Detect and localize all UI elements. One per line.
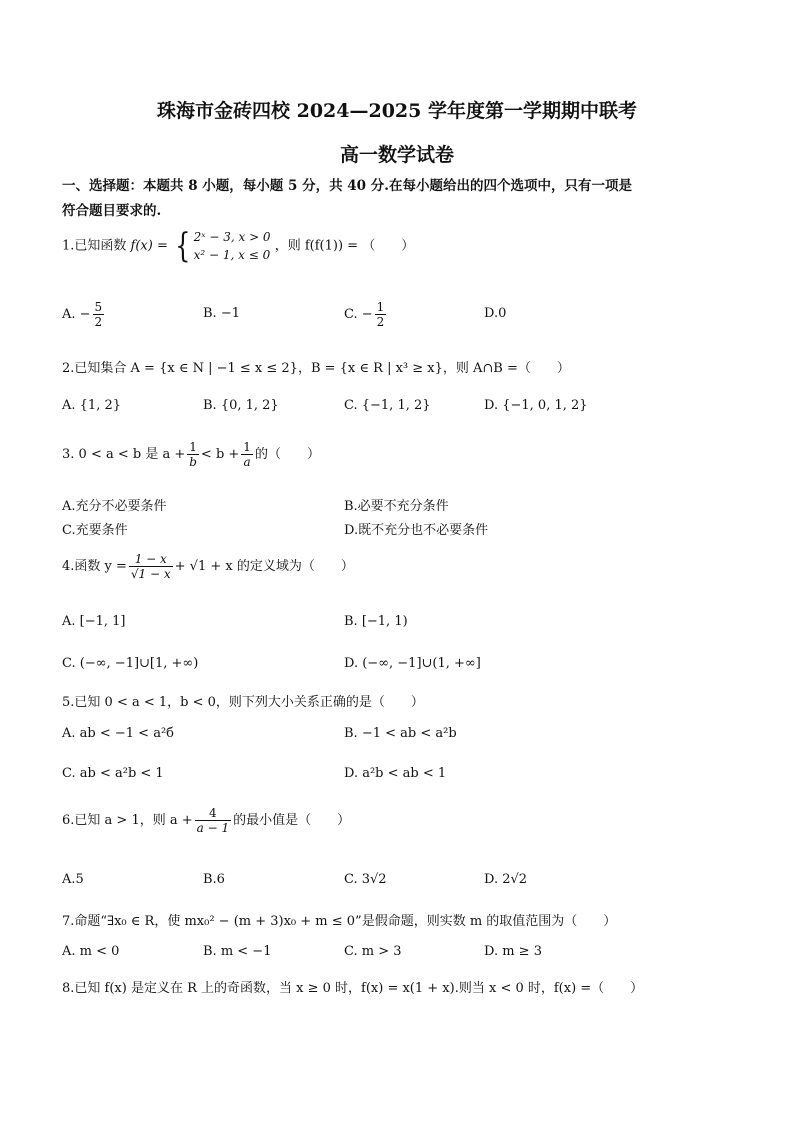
question-4 bbox=[62, 552, 354, 581]
q6-option-c: C. 3√2 bbox=[344, 872, 387, 887]
q6-prefix: 6.已知 a > 1，则 a + bbox=[62, 813, 193, 828]
q6-num: 4 bbox=[195, 806, 231, 821]
question-5: 5.已知 0 < a < 1，b < 0，则下列大小关系正确的是（ ） bbox=[62, 695, 424, 710]
q6-fraction bbox=[195, 806, 231, 835]
q1-option-d: D.0 bbox=[484, 306, 507, 321]
q1-option-b: B. −1 bbox=[203, 306, 240, 321]
q2-option-a: A. {1, 2} bbox=[62, 398, 122, 413]
q3-f2-num: 1 bbox=[243, 440, 251, 454]
q3-tail: 的（ ） bbox=[254, 447, 320, 462]
section-heading-line2: 符合题目要求的. bbox=[62, 203, 162, 219]
q6-option-b: B.6 bbox=[203, 872, 225, 887]
q3-prefix: 3. 0 < a < b 是 a + bbox=[62, 447, 186, 462]
question-8: 8.已知 f(x) 是定义在 R 上的奇函数，当 x ≥ 0 时，f(x) = x(1 + x).则当 x < 0 时，f(x) =（ ） bbox=[62, 981, 644, 996]
q5-option-a: A. ab < −1 < a²б bbox=[62, 726, 174, 741]
question-7: 7.命题“∃x₀ ∈ R，使 mx₀² − (m + 3)x₀ + m ≤ 0”是假命题，则实数 m 的取值范围为（ ） bbox=[62, 914, 617, 929]
q1-option-a-fraction bbox=[93, 300, 105, 329]
section-heading-line1: 一、选择题：本题共 8 小题，每小题 5 分，共 40 分.在每小题给出的四个选项中，只有一项是 bbox=[62, 178, 632, 194]
q1-c-num: 1 bbox=[376, 300, 385, 314]
q4-tail: + √1 + x 的定义域为（ ） bbox=[174, 559, 354, 574]
q4-option-d: D. (−∞, −1]∪(1, +∞] bbox=[344, 656, 481, 671]
question-3 bbox=[62, 440, 320, 469]
question-6 bbox=[62, 806, 350, 835]
q3-mid: < b + bbox=[200, 447, 240, 462]
question-2: 2.已知集合 A = {x ∈ N | −1 ≤ x ≤ 2}，B = {x ∈ R | x³ ≥ x}，则 A∩B =（ ） bbox=[62, 361, 570, 376]
q3-option-c: C.充要条件 bbox=[62, 523, 128, 538]
q3-fraction-1 bbox=[187, 440, 199, 469]
q2-option-c: C. {−1, 1, 2} bbox=[344, 398, 431, 413]
q4-option-b: B. [−1, 1) bbox=[344, 614, 408, 629]
q1-case-1: 2ˣ − 3, x > 0 bbox=[193, 230, 271, 244]
q1-option-c-label: C. − bbox=[344, 307, 373, 322]
q4-prefix: 4.函数 y = bbox=[62, 559, 127, 574]
question-1 bbox=[62, 228, 414, 264]
q5-option-c: C. ab < a²b < 1 bbox=[62, 766, 164, 781]
q1-option-c-fraction bbox=[375, 300, 387, 329]
q1-prefix: 1.已知函数 bbox=[62, 238, 127, 254]
q3-f1-den: b bbox=[189, 455, 197, 469]
q3-option-d: D.既不充分也不必要条件 bbox=[344, 523, 489, 538]
q1-fx: f(x) = bbox=[130, 238, 168, 254]
q4-den: √1 − x bbox=[130, 567, 171, 581]
q1-brace: { bbox=[175, 226, 191, 266]
q1-option-a bbox=[62, 300, 106, 329]
q6-option-a: A.5 bbox=[62, 872, 84, 887]
q3-f2-den: a bbox=[243, 455, 251, 469]
q7-option-b: B. m < −1 bbox=[203, 944, 272, 959]
q6-option-d: D. 2√2 bbox=[484, 872, 528, 887]
q1-piecewise bbox=[194, 228, 271, 264]
q3-f1-num: 1 bbox=[187, 440, 199, 455]
q4-option-c: C. (−∞, −1]∪[1, +∞) bbox=[62, 656, 199, 671]
q3-fraction-2 bbox=[241, 440, 253, 469]
q4-fraction bbox=[129, 552, 173, 581]
q1-case-2: x² − 1, x ≤ 0 bbox=[193, 248, 271, 262]
q7-option-c: C. m > 3 bbox=[344, 944, 402, 959]
q7-option-d: D. m ≥ 3 bbox=[484, 944, 542, 959]
q3-option-a: A.充分不必要条件 bbox=[62, 499, 167, 514]
q6-tail: 的最小值是（ ） bbox=[233, 813, 351, 828]
q5-option-b: B. −1 < ab < a²b bbox=[344, 726, 457, 741]
exam-title: 珠海市金砖四校 2024—2025 学年度第一学期期中联考 bbox=[157, 100, 637, 122]
q3-option-b: B.必要不充分条件 bbox=[344, 499, 449, 514]
q1-option-c bbox=[344, 300, 388, 329]
q1-a-num: 5 bbox=[94, 300, 103, 314]
q1-c-den: 2 bbox=[376, 315, 385, 329]
exam-subtitle: 高一数学试卷 bbox=[339, 144, 454, 166]
q1-tail: ，则 f(f(1)) = （ ） bbox=[274, 238, 415, 254]
q4-option-a: A. [−1, 1] bbox=[62, 614, 126, 629]
q2-option-b: B. {0, 1, 2} bbox=[203, 398, 279, 413]
q5-option-d: D. a²b < ab < 1 bbox=[344, 766, 447, 781]
q1-option-a-label: A. − bbox=[62, 307, 91, 322]
q4-num: 1 − x bbox=[129, 552, 173, 567]
q7-option-a: A. m < 0 bbox=[62, 944, 120, 959]
q1-a-den: 2 bbox=[94, 315, 103, 329]
q6-den: a − 1 bbox=[196, 821, 230, 835]
q2-option-d: D. {−1, 0, 1, 2} bbox=[484, 398, 588, 413]
